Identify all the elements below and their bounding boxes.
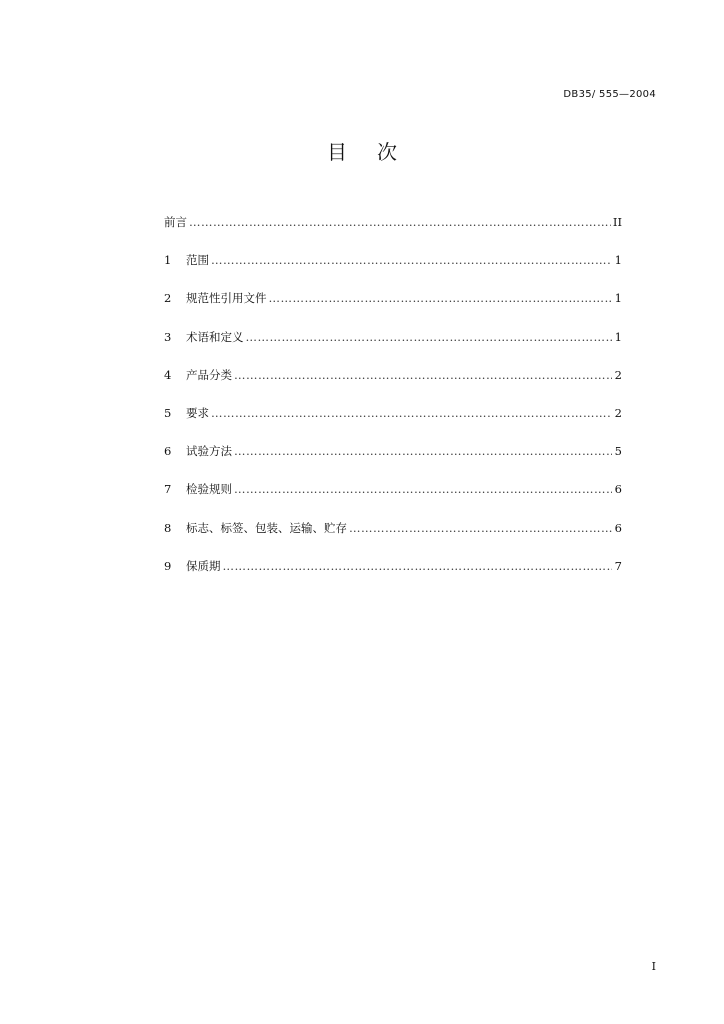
- toc-entry-foreword[interactable]: [164, 214, 622, 252]
- toc-entry-inspection-rules[interactable]: [164, 481, 622, 519]
- toc-entry-label: 产品分类: [186, 367, 232, 382]
- toc-dot-leader: [234, 481, 612, 497]
- toc-dot-leader: [246, 329, 613, 345]
- toc-entry-number: 4: [164, 367, 172, 382]
- toc-entry-page: 2: [614, 367, 622, 382]
- toc-entry-label: 规范性引用文件: [186, 291, 267, 306]
- toc-title-part2: 次: [377, 140, 397, 164]
- toc-entry-label: 术语和定义: [186, 329, 244, 344]
- toc-entry-terms-definitions[interactable]: [164, 329, 622, 367]
- toc-dot-leader: [269, 290, 613, 306]
- toc-entry-page: 2: [614, 405, 622, 420]
- toc-dot-leader: [349, 520, 612, 536]
- toc-entry-page: 6: [614, 482, 622, 497]
- toc-entry-number: 3: [164, 329, 172, 344]
- toc-entry-label: 范围: [186, 253, 209, 268]
- toc-entry-shelf-life[interactable]: [164, 558, 622, 596]
- toc-dot-leader: [223, 558, 613, 574]
- toc-list: [164, 214, 622, 596]
- toc-entry-scope[interactable]: [164, 252, 622, 290]
- toc-entry-normative-references[interactable]: [164, 290, 622, 328]
- toc-dot-leader: [211, 405, 612, 421]
- toc-entry-label: 试验方法: [186, 444, 232, 459]
- toc-entry-number: 2: [164, 291, 172, 306]
- toc-dot-leader: [234, 443, 612, 459]
- toc-entry-page: 6: [614, 520, 622, 535]
- toc-dot-leader: [234, 367, 612, 383]
- toc-dot-leader: [189, 214, 611, 230]
- document-code: DB35/ 555—2004: [563, 89, 656, 100]
- toc-entry-number: 8: [164, 520, 172, 535]
- toc-entry-label: 要求: [186, 405, 209, 420]
- toc-entry-page: 1: [614, 329, 622, 344]
- page-number: I: [651, 960, 656, 973]
- toc-entry-test-methods[interactable]: [164, 443, 622, 481]
- toc-entry-product-classification[interactable]: [164, 367, 622, 405]
- toc-entry-label: 前言: [164, 215, 187, 229]
- toc-entry-label: 标志、标签、包装、运输、贮存: [186, 520, 347, 535]
- toc-entry-page: 5: [614, 444, 622, 459]
- toc-entry-page: II: [612, 215, 622, 229]
- toc-entry-requirements[interactable]: [164, 405, 622, 443]
- toc-entry-marking-packaging[interactable]: [164, 520, 622, 558]
- toc-entry-page: 1: [614, 253, 622, 268]
- toc-entry-label: 检验规则: [186, 482, 232, 497]
- toc-title: [0, 136, 724, 165]
- toc-entry-page: 1: [614, 291, 622, 306]
- toc-entry-number: 5: [164, 405, 172, 420]
- toc-entry-page: 7: [614, 558, 622, 573]
- toc-title-part1: 目: [327, 140, 347, 164]
- toc-entry-label: 保质期: [186, 558, 221, 573]
- toc-entry-number: 6: [164, 444, 172, 459]
- toc-entry-number: 7: [164, 482, 172, 497]
- toc-entry-number: 1: [164, 253, 172, 268]
- toc-dot-leader: [211, 252, 612, 268]
- toc-entry-number: 9: [164, 558, 172, 573]
